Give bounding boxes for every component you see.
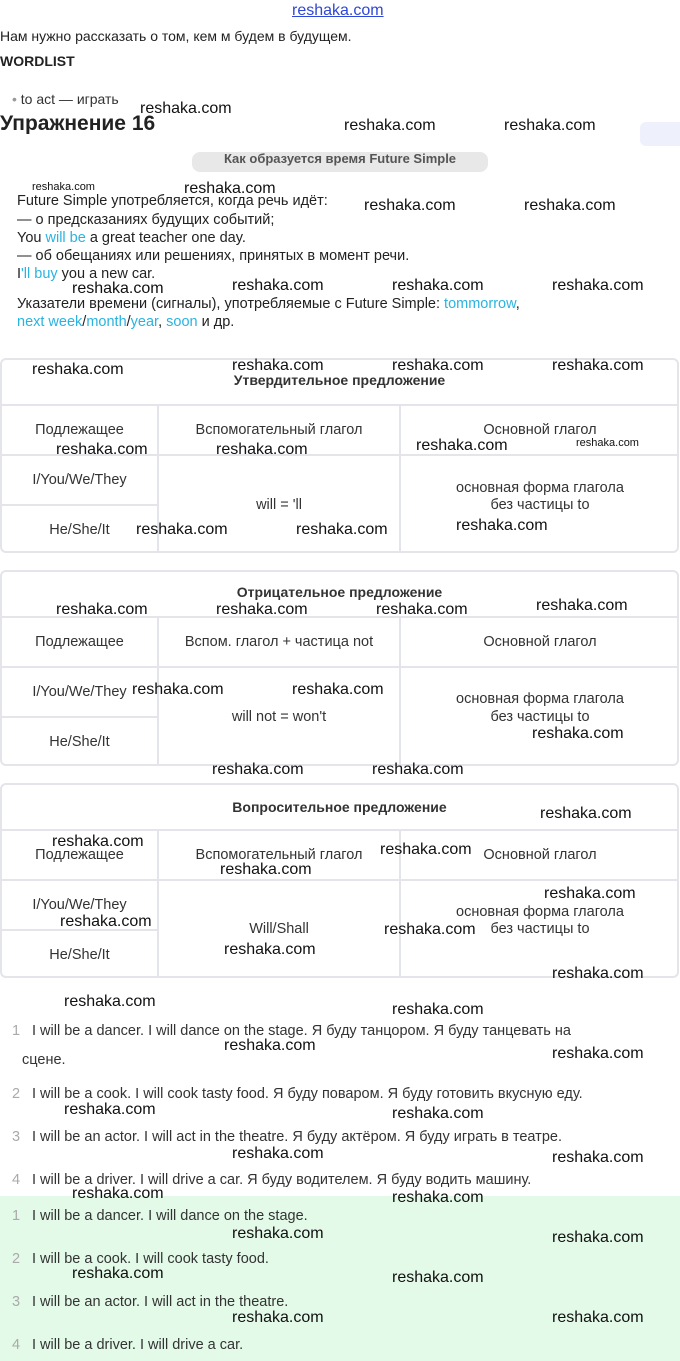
watermark: reshaka.com [372,761,464,778]
theory-line: — об обещаниях или решениях, принятых в момент речи. [17,248,410,264]
watermark: reshaka.com [56,441,148,458]
subject-singular: He/She/It [49,522,110,538]
answer-item: 4 I will be a driver. I will drive a car. [12,1337,244,1353]
col-header-aux: Вспомогательный глагол [195,847,363,863]
watermark: reshaka.com [224,1037,316,1054]
watermark: reshaka.com [232,357,324,374]
watermark: reshaka.com [132,681,224,698]
watermark: reshaka.com [540,805,632,822]
watermark: reshaka.com [136,521,228,538]
watermark: reshaka.com [232,1145,324,1162]
watermark: reshaka.com [456,517,548,534]
watermark: reshaka.com [72,1185,164,1202]
col-header-subject: Подлежащее [35,634,124,650]
example-item: 1 I will be a dancer. I will dance on the stage. Я буду танцором. Я буду танцевать на [12,1023,571,1039]
watermark: reshaka.com [376,601,468,618]
watermark: reshaka.com [392,357,484,374]
theory-line: Future Simple употребляется, когда речь идёт: [17,193,328,209]
answer-item: 3 I will be an actor. I will act in the theatre. [12,1294,289,1310]
table-title: Утвердительное предложение [233,372,446,388]
watermark: reshaka.com [232,1225,324,1242]
watermark: reshaka.com [64,1101,156,1118]
main-verb-l2: без частицы to [490,709,590,725]
theory-line: — о предсказаниях будущих событий; [17,212,275,228]
subject-plural: I/You/We/They [32,472,127,488]
col-header-main: Основной глагол [483,634,597,650]
watermark: reshaka.com [380,841,472,858]
watermark: reshaka.com [64,993,156,1010]
watermark: reshaka.com [212,761,304,778]
subject-singular: He/She/It [49,734,110,750]
watermark: reshaka.com [552,1229,644,1246]
watermark: reshaka.com [32,361,124,378]
watermark: reshaka.com [216,601,308,618]
wordlist-label: WORDLIST [0,53,75,69]
watermark: reshaka.com [72,1265,164,1282]
aux-verb: will not = won't [231,709,327,725]
watermark: reshaka.com [364,197,456,214]
watermark: reshaka.com [140,100,232,117]
watermark: reshaka.com [576,437,639,449]
col-header-subject: Подлежащее [35,847,124,863]
theory-signals: Указатели времени (сигналы), употребляемые с Future Simple: tommorrow, [17,296,520,312]
watermark: reshaka.com [296,521,388,538]
table-title: Вопросительное предложение [232,799,447,815]
subject-singular: He/She/It [49,947,110,963]
col-header-main: Основной глагол [483,422,597,438]
exercise-title: Упражнение 16 [0,112,156,134]
col-header-aux: Вспомогательный глагол [195,422,363,438]
answer-item: 1 I will be a dancer. I will dance on the stage. [12,1208,308,1224]
watermark: reshaka.com [392,1001,484,1018]
example-item: 4 I will be a driver. I will drive a car. Я буду водителем. Я буду водить машину. [12,1172,532,1188]
watermark: reshaka.com [32,181,95,193]
watermark: reshaka.com [392,277,484,294]
watermark: reshaka.com [552,357,644,374]
watermark: reshaka.com [232,277,324,294]
watermark: reshaka.com [216,441,308,458]
aux-verb: Will/Shall [249,921,309,937]
watermark: reshaka.com [392,1189,484,1206]
col-header-aux: Вспом. глагол + частица not [184,634,374,650]
watermark: reshaka.com [392,1105,484,1122]
watermark: reshaka.com [392,1269,484,1286]
watermark: reshaka.com [532,725,624,742]
subject-plural: I/You/We/They [32,897,127,913]
col-header-subject: Подлежащее [35,422,124,438]
watermark: reshaka.com [536,597,628,614]
watermark: reshaka.com [292,681,384,698]
watermark: reshaka.com [72,280,164,297]
watermark: reshaka.com [552,1045,644,1062]
example-item: 3 I will be an actor. I will act in the theatre. Я буду актёром. Я буду играть в театре. [12,1129,562,1145]
watermark: reshaka.com [552,965,644,982]
main-verb-l1: основная форма глагола [456,480,624,496]
watermark: reshaka.com [60,913,152,930]
watermark: reshaka.com [344,117,436,134]
wordlist-item: • to act — играть [12,91,119,107]
watermark: reshaka.com [220,861,312,878]
theory-signals-cont: next week/month/year, soon и др. [17,314,235,330]
example-item: 2 I will be a cook. I will cook tasty food. Я буду поваром. Я буду готовить вкусную еду. [12,1086,583,1102]
watermark: reshaka.com [552,1309,644,1326]
main-verb-l2: без частицы to [490,497,590,513]
grammar-topic-pill: Как образуется время Future Simple [192,152,488,172]
watermark: reshaka.com [544,885,636,902]
site-link[interactable]: reshaka.com [292,2,384,19]
subject-plural: I/You/We/They [32,684,127,700]
watermark: reshaka.com [224,941,316,958]
theory-example: I'll buy you a new car. [17,266,156,282]
watermark: reshaka.com [184,180,276,197]
watermark: reshaka.com [52,833,144,850]
watermark: reshaka.com [552,277,644,294]
watermark: reshaka.com [384,921,476,938]
main-verb-l2: без частицы to [490,921,590,937]
watermark: reshaka.com [232,1309,324,1326]
watermark: reshaka.com [56,601,148,618]
main-verb-l1: основная форма глагола [456,904,624,920]
aux-verb: will = 'll [256,497,302,513]
main-verb-l1: основная форма глагола [456,691,624,707]
watermark: reshaka.com [524,197,616,214]
watermark: reshaka.com [416,437,508,454]
table-title: Отрицательное предложение [236,584,443,600]
expand-button[interactable] [640,122,680,146]
answer-item: 2 I will be a cook. I will cook tasty food. [12,1251,269,1267]
watermark: reshaka.com [552,1149,644,1166]
intro-text: Нам нужно рассказать о том, кем м будем в будущем. [0,28,352,44]
watermark: reshaka.com [504,117,596,134]
example-item-cont: сцене. [22,1052,66,1068]
col-header-main: Основной глагол [483,847,597,863]
theory-example: You will be a great teacher one day. [17,230,246,246]
